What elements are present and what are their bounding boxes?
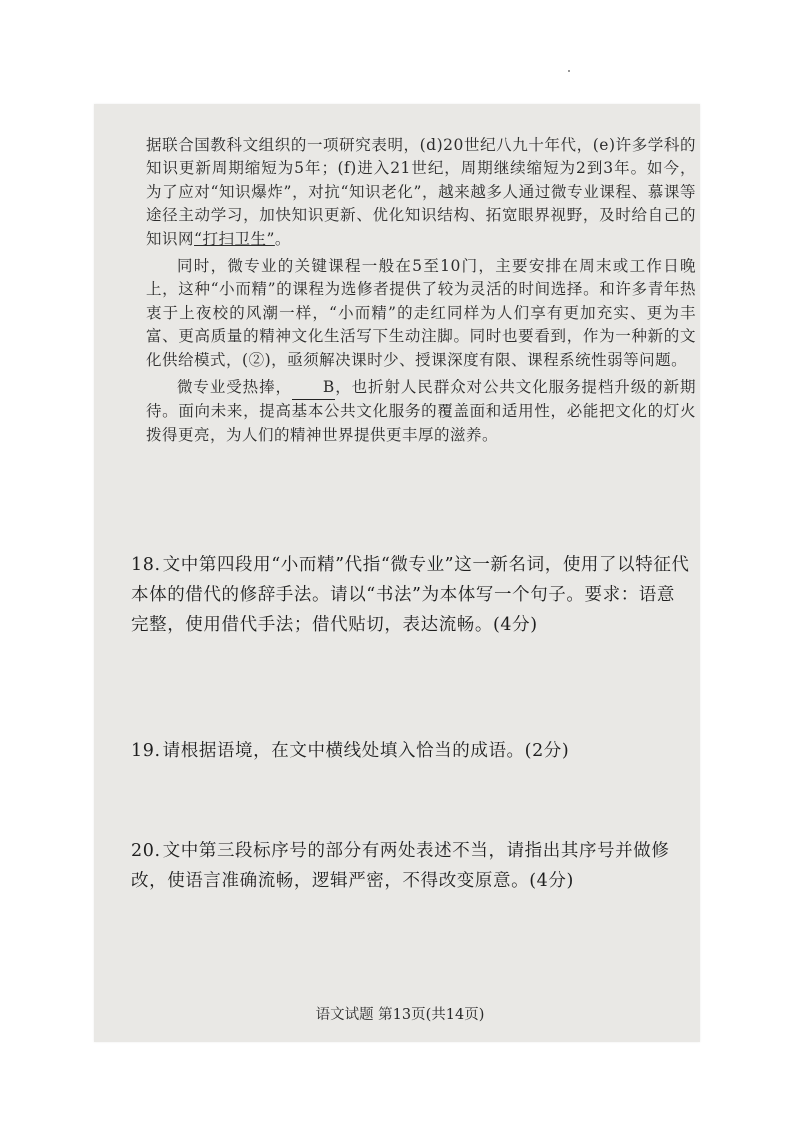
passage-paragraph-1 xyxy=(146,134,696,251)
paragraph-3-end: ，也折射人民群众对公共文化服务提档升级的新期待。面向未来，提高基本公共文化服务的覆盖面和适用性，必能把文化的灯火拨得更亮，为人们的精神世界提供更丰厚的滋养。 xyxy=(146,378,696,444)
page-footer: 语文试题 第13页(共14页) xyxy=(315,1007,485,1023)
paragraph-1-text: 据联合国教科文组织的一项研究表明，(d)20世纪八九十年代，(e)许多学科的知识更新周期缩短为5年；(f)进入21世纪，周期继续缩短为2到3年。如今，为了应对“知识爆炸”，对抗“知识老化”，越来越多人通过微专业课程、慕课等途径主动学习，加快知识更新、优化知识结构、拓宽眼界视野，及时给自己的知识网 xyxy=(146,136,696,248)
question-text: 文中第四段用“小而精”代指“微专业”这一新名词，使用了以特征代本体的借代的修辞手法。请以“书法”为本体写一个句子。要求：语意完整，使用借代手法；借代贴切，表达流畅。(4分) xyxy=(131,555,690,635)
question-20 xyxy=(131,836,691,896)
passage-paragraph-3 xyxy=(146,376,696,447)
question-number: 18. xyxy=(131,555,161,575)
paragraph-2-text: 同时，微专业的关键课程一般在5至10门，主要安排在周末或工作日晚上，这种“小而精”的课程为选修者提供了较为灵活的时间选择。和许多青年热衷于上夜校的风潮一样，“小而精”的走红同样为人们享有更加充实、更为丰富、更高质量的精神文化生活写下生动注脚。同时也要看到，作为一种新的文化供给模式，( xyxy=(146,257,696,369)
question-number: 20. xyxy=(131,841,161,861)
passage-paragraph-2 xyxy=(146,255,696,372)
dust-speck xyxy=(568,70,570,72)
question-19 xyxy=(131,736,691,766)
paragraph-2-end: )，亟须解决课时少、授课深度有限、课程系统性弱等问题。 xyxy=(264,350,688,369)
paragraph-3-text: 微专业受热捧， xyxy=(177,378,292,397)
paragraph-1-end: 。 xyxy=(274,229,291,248)
sequence-marker: ② xyxy=(248,350,265,369)
fill-in-blank: B xyxy=(292,376,335,400)
question-text: 请根据语境，在文中横线处填入恰当的成语。(2分) xyxy=(162,741,570,761)
underlined-phrase: “打扫卫生” xyxy=(194,229,275,248)
question-18 xyxy=(131,550,691,640)
question-text: 文中第三段标序号的部分有两处表述不当，请指出其序号并做修改，使语言准确流畅，逻辑严密，不得改变原意。(4分) xyxy=(131,841,670,891)
question-number: 19. xyxy=(131,741,161,761)
reading-passage xyxy=(146,134,696,451)
